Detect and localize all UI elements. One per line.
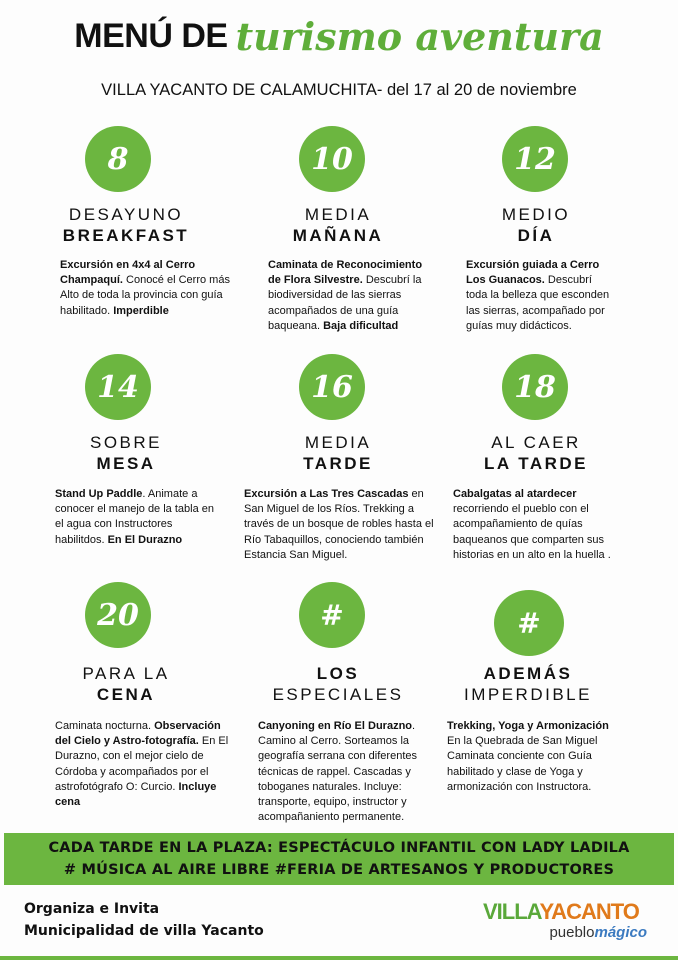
meal-heading-line1: DESAYUNO (68, 205, 184, 224)
description-text: recorriendo el pueblo con el acompañamiento de quías baqueanos que comparten sus historias en un alto en la huella . (453, 503, 611, 561)
organizer (24, 898, 264, 942)
title-script: turismo aventura (235, 14, 604, 59)
description-highlight: Imperdible (113, 304, 169, 317)
logo-villa: VILLA (483, 899, 540, 924)
meal-heading (21, 204, 231, 246)
organizer-line1: Organiza e Invita (24, 901, 160, 917)
banner-line2: # MÚSICA AL AIRE LIBRE #FERIA DE ARTESANOS Y PRODUCTORES (63, 862, 615, 878)
description-text: En El Durazno, con el mejor cielo de Córdoba y acompañados por el astrofotógrafo O: Curcio. (55, 735, 229, 793)
meal-heading (21, 663, 231, 705)
organizer-line2: Municipalidad de villa Yacanto (24, 923, 264, 939)
meal-heading-line1: AL CAER (491, 433, 581, 452)
description-highlight: Excursión guiada a Cerro Los Guanacos. (466, 259, 600, 287)
description-highlight: Excursión en 4x4 al Cerro Champaquí. (60, 259, 196, 287)
description-text: Descubrí toda la belleza que esconden las sierras, acompañado por guías muy didácticos. (466, 274, 610, 332)
description-highlight: Caminata de Reconocimiento de Flora Silvestre. (268, 259, 423, 287)
activity-description (258, 719, 433, 825)
activity-description (268, 258, 433, 334)
activity-description (453, 487, 613, 563)
meal-heading-line1: MEDIA (304, 433, 372, 452)
meal-heading (223, 663, 453, 705)
plaza-banner (4, 833, 674, 885)
time-badge: 18 (502, 354, 568, 420)
meal-heading-line2: ESPECIALES (272, 685, 404, 704)
description-highlight: Incluye cena (55, 780, 217, 809)
description-text: . Camino al Cerro. Sorteamos la geografía serrana con diferentes técnicas de rappel. Cascadas y toboganes naturales. Incluye: transporte, equipo, instructor y acompañaniento permanente. (258, 720, 417, 824)
activity-description (55, 487, 215, 548)
poster-title (0, 14, 678, 59)
activity-description (466, 258, 616, 334)
hash-badge: # (299, 582, 365, 648)
description-text: en San Miguel de los Ríos. Trekking a través de un bosque de robles hasta el Río Tabaquillos, conociendo también Estancia San Miguel. (244, 488, 434, 561)
meal-heading (233, 432, 443, 474)
activity-description (447, 719, 622, 795)
hash-badge: # (494, 590, 564, 656)
logo-yacanto: YACANTO (539, 899, 639, 924)
meal-heading (431, 432, 641, 474)
meal-heading-line1: MEDIA (304, 205, 372, 224)
time-badge: 20 (85, 582, 151, 648)
description-text: Descubrí la biodiversidad de las sierras acompañados de una guía baqueana. (268, 274, 422, 332)
poster-subtitle: VILLA YACANTO DE CALAMUCHITA- del 17 al 20 de noviembre (101, 81, 577, 99)
villa-yacanto-logo (483, 900, 661, 946)
meal-heading-line2: DÍA (517, 226, 555, 245)
title-plain: MENÚ DE (74, 17, 228, 55)
time-badge: 10 (299, 126, 365, 192)
description-text: Caminata nocturna. (55, 720, 155, 732)
description-highlight: Stand Up Paddle (55, 488, 143, 500)
logo-tagline (549, 924, 647, 941)
meal-heading (233, 204, 443, 246)
logo-pueblo: pueblo (549, 924, 595, 941)
meal-heading-line1: MEDIO (501, 205, 571, 224)
meal-heading-line1: ADEMÁS (483, 664, 573, 683)
description-text: Conocé el Cerro más Alto de toda la provincia con guía habilitado. (60, 274, 230, 317)
activity-description (60, 258, 230, 319)
description-highlight: Baja dificultad (323, 319, 399, 332)
logo-wordmark (483, 900, 661, 924)
description-text: . Animate a conocer el manejo de la tabla en el agua con Instructores habilitdos. (55, 488, 214, 546)
banner-line1: CADA TARDE EN LA PLAZA: ESPECTÁCULO INFANTIL CON LADY LADILA (48, 840, 630, 856)
description-highlight: Observación del Cielo y Astro-fotografía. (55, 720, 221, 748)
description-text: En la Quebrada de San Miguel Caminata conciente con Guía habilitado y clase de Yoga y armonización con Instructora. (447, 735, 598, 793)
description-highlight: Cabalgatas al atardecer (453, 488, 577, 500)
description-highlight: Canyoning en Río El Durazno (258, 720, 413, 732)
meal-heading-line2: CENA (96, 685, 156, 704)
time-badge: 12 (502, 126, 568, 192)
description-highlight: Excursión a Las Tres Cascadas (244, 488, 409, 500)
activity-description (55, 719, 230, 810)
meal-heading-line2: MESA (96, 454, 156, 473)
meal-heading (431, 204, 641, 246)
time-badge: 8 (85, 126, 151, 192)
meal-heading-line2: BREAKFAST (62, 226, 190, 245)
logo-magico: mágico (594, 924, 647, 941)
meal-heading-line2: IMPERDIBLE (464, 685, 592, 704)
meal-heading (421, 663, 635, 705)
bottom-accent-bar (0, 956, 678, 960)
meal-heading (21, 432, 231, 474)
meal-heading-line2: MAÑANA (292, 226, 384, 245)
description-highlight: Trekking, Yoga y Armonización (447, 720, 609, 732)
time-badge: 14 (85, 354, 151, 420)
activity-description (244, 487, 434, 563)
description-highlight: En El Durazno (107, 533, 183, 546)
meal-heading-line1: SOBRE (89, 433, 163, 452)
time-badge: 16 (299, 354, 365, 420)
meal-heading-line2: LA TARDE (483, 454, 589, 473)
meal-heading-line1: LOS (316, 664, 360, 683)
meal-heading-line2: TARDE (303, 454, 373, 473)
meal-heading-line1: PARA LA (82, 664, 170, 683)
